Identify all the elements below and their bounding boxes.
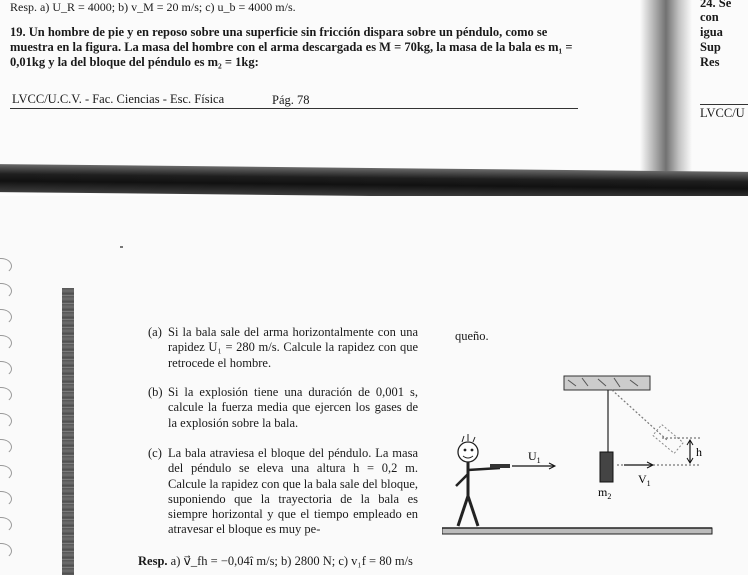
answer-text: a) v⃗_fh = −0,04î m/s; b) 2800 N; c) v₁f = 80 m/s [170, 554, 413, 568]
gutter-shadow [640, 0, 692, 190]
label-h: h [696, 445, 702, 459]
ground [442, 528, 712, 534]
footer-rule [10, 108, 578, 109]
answer [138, 553, 413, 569]
right-footer: LVCC/U [700, 106, 745, 120]
man-arm [468, 468, 500, 470]
man-head [458, 442, 478, 462]
problem-statement: Un hombre de pie y en reposo sobre una superficie sin fricción dispara sobre un péndulo, como se muestra en la figura. La masa del hombre con el arma descargada es M = 70kg, la masa de la bala es m₁ = 0,01kg y la del bloque del péndulo es m₂ = 1kg: [10, 25, 573, 69]
answer-label: Resp. [138, 554, 168, 568]
item-text: Si la bala sale del arma horizontalmente con una rapidez U₁ = 280 m/s. Calcule la rapidez con que retrocede el hombre. [168, 325, 418, 370]
previous-answer: Resp. a) U_R = 4000; b) v_M = 20 m/s; c) u_b = 4000 m/s. [10, 0, 296, 14]
man-hair [462, 434, 475, 442]
ceiling-support [564, 376, 650, 390]
item-text: Si la explosión tiene una duración de 0,001 s, calcule la fuerza media que ejercen los gases de la explosión sobre la bala. [168, 385, 418, 430]
right-col-line: Sup [700, 40, 721, 54]
right-col-line: igua [700, 25, 723, 39]
problem-number: 19. [10, 25, 26, 39]
swung-string [612, 390, 667, 440]
scan-speck [120, 246, 123, 248]
label-m2: $m_2$ [598, 485, 612, 501]
binding-strip [62, 288, 74, 575]
man-eye [464, 449, 467, 452]
right-footer-rule [700, 104, 748, 105]
item-label: (b) [148, 385, 163, 399]
page-footer: LVCC/U.C.V. - Fac. Ciencias - Esc. Física [12, 92, 225, 106]
label-u1: $U_1$ [528, 449, 541, 465]
man-leg [468, 496, 478, 526]
right-col-line: Res [700, 55, 720, 69]
item-a [148, 325, 418, 371]
right-col-line: con [700, 10, 719, 24]
man-eye [471, 449, 474, 452]
right-col-line: 24. Se [700, 0, 732, 10]
label-v1: $V_1$ [638, 472, 651, 488]
pendulum-figure [442, 368, 742, 538]
item-c [148, 446, 418, 538]
item-b [148, 385, 418, 431]
swung-block [653, 425, 683, 454]
problem-19 [10, 25, 590, 70]
item-label: (a) [148, 325, 162, 339]
item-label: (c) [148, 446, 162, 460]
gun [490, 464, 510, 468]
pendulum-block [600, 452, 613, 482]
item-text: La bala atraviesa el bloque del péndulo. La masa del péndulo se eleva una altura h = 0,2 m. Calcule la rapidez con que la bala sale del bloque, suponiendo que la trayectoria de la bala es siempre horizontal y que el tiempo empleado en atravesar el bloque es muy pe- [168, 446, 418, 537]
man-leg [458, 496, 468, 526]
page-number: Pág. 78 [272, 93, 310, 107]
man-arm [456, 474, 468, 486]
item-continuation: queño. [455, 329, 489, 343]
